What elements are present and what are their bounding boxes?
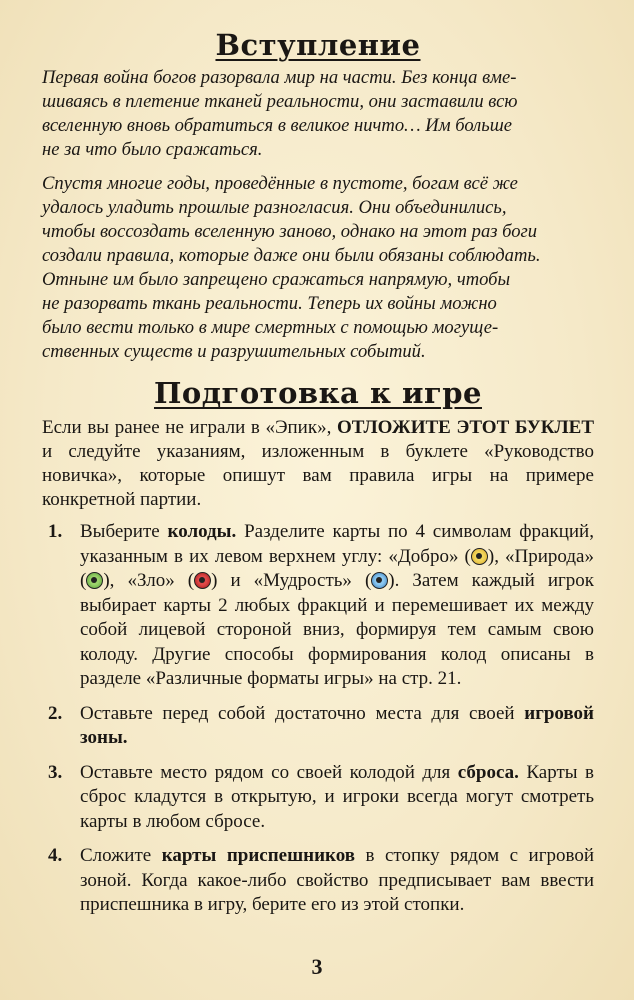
setup-step: 3. Оставьте место рядом со своей колодой для сброса. Карты в сброс кладутся в открытую, и игроки всегда могут смотреть карты в любом сбросе. (48, 761, 594, 832)
setup-step: 4. Сложите карты приспешников в стопку рядом с игровой зоной. Когда какое-либо свойство предписывает вам ввести приспешника в игру, берите его из этой стопки. (48, 845, 595, 915)
nature-faction-icon (86, 572, 103, 589)
setup-lead-paragraph: Если вы ранее не играли в «Эпик», ОТЛОЖИТЕ ЭТОТ БУКЛЕТ и следуйте указаниям, изложенным в буклете «Руководство новичка», которые опишут вам правила игры на примере конкретной партии. (42, 417, 594, 510)
page-number: 3 (311, 954, 323, 979)
intro-heading: Вступление (215, 28, 421, 62)
good-faction-icon (471, 548, 488, 565)
setup-heading: Подготовка к игре (153, 376, 482, 410)
wisdom-faction-icon (371, 572, 388, 589)
setup-steps-list (42, 520, 594, 918)
intro-paragraph-1: Первая война богов разорвала мир на части. Без конца вме- шиваясь в плетение тканей реальности, они заставили всю вселенную вновь обратиться в великое ничто… Им больше не за что было сражаться. (42, 67, 518, 160)
evil-faction-icon (194, 572, 211, 589)
setup-step: 1. Выберите колоды. Разделите карты по 4 символам фракций, указанным в их левом верхнем углу: «Добро» ( ), «Природа» ( ), «Зло» ( ) и «Мудрость» ( ). Затем каждый игрок выбирает карты 2 любых фракций и перемешивает их между собой лицевой стороной вниз, формируя тем самым свою колоду. Другие способы формирования колод описаны в разделе «Различные форматы игры» на стр. 21. (48, 521, 595, 689)
rulebook-page (42, 28, 594, 928)
intro-paragraph-2: Спустя многие годы, проведённые в пустоте, богам всё же удалось уладить прошлые разногласия. Они объединились, чтобы воссоздать вселенную заново, однако на этот раз боги создали правила, которые даже они были обязаны соблюдать. Отныне им было запрещено сражаться напрямую, чтобы не разорвать ткань реальности. Теперь их войны можно было вести только в мире смертных с помощью могуще- ственных существ и разрушительных событий. (42, 173, 541, 362)
setup-step: 2. Оставьте перед собой достаточно места для своей игровой зоны. (48, 702, 594, 748)
